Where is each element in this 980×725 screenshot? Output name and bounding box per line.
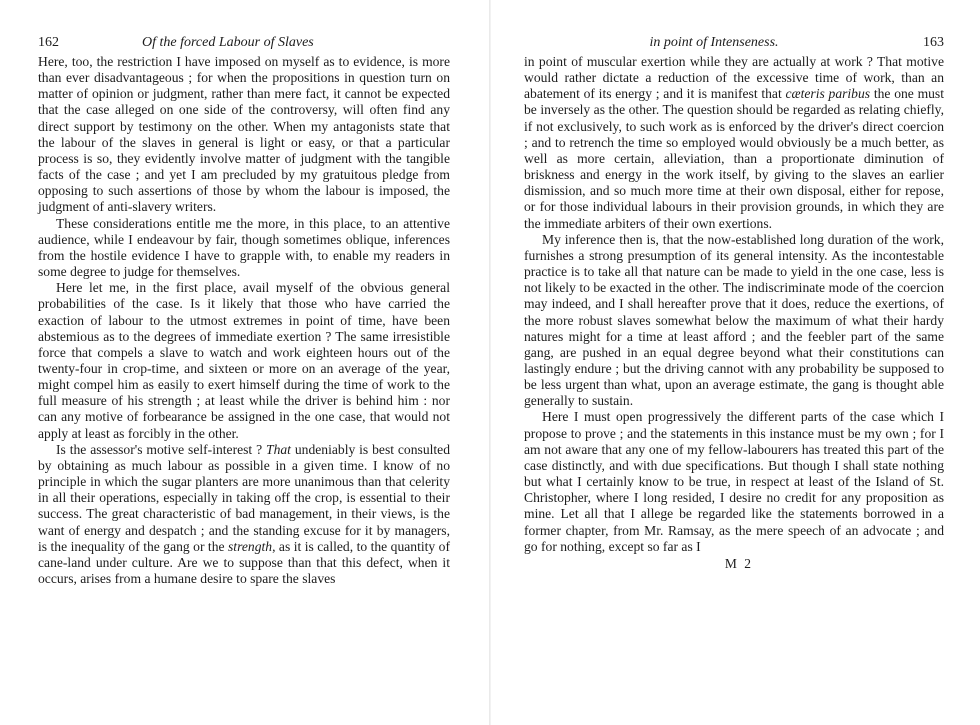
emphasis-text: That (266, 441, 291, 457)
paragraph (524, 54, 944, 232)
right-page (490, 0, 980, 725)
paragraph-text: in point of muscular exertion while they are actually at work ? That motive would rather dictate a reduction of the excessive time of work, than an abatement of its energy ; and it is manifest that (524, 54, 944, 102)
left-page-header (38, 34, 450, 54)
running-title: in point of Intenseness. (649, 35, 779, 50)
page-number: 163 (923, 35, 944, 50)
paragraph-text: undeniably is best consulted by obtaining as much labour as possible in a given time. I know of no principle in which the sugar planters are more unanimous than that celerity in all their operations, especially in taking off the crop, is essential to their success. The great characteristic of bad management, in their views, is the want of energy and despatch ; and the standing excuse for it by managers, is the inequality of the gang or the (38, 441, 451, 554)
emphasis-text: cæteris paribus (785, 86, 871, 102)
paragraph: Here let me, in the first place, avail myself of the obvious general probabilities of the case. Is it likely that those who have carried the exaction of labour to the utmost extremes in point of time, have been abstemious as to the degrees of immediate exertion ? The same irresistible force that compels a slave to watch and work eighteen hours out of the twenty-four in crop-time, and sixteen or more on an average of the year, might compel him as easily to exert himself during the time of work to the full measure of his strength ; at least while the driver is behind him : nor can any motive of forbearance be assigned in the one case, that would not apply at least as forcibly in the other. (38, 280, 450, 441)
right-page-body (524, 54, 944, 555)
emphasis-text: strength (228, 538, 273, 554)
paragraph-text: the one must be inversely as the other. The question should be regarded as relating chiefly, if not exclusively, to such work as is enforced by the driver's direct coercion ; and to retrench the time so employed would obviously be a much better, as well as more certain, alleviation, than a proportionate diminution of briskness and energy in the work itself, by giving to the slaves an earlier dismission, and so much more time at their own disposal, either for repose, or for those individual labours in their provision grounds, in which they are the immediate arbiters of their own exertions. (524, 86, 945, 231)
paragraph-text: , as it is called, to the quantity of cane-land under culture. Are we to suppose than that this defect, when it occurs, arises from a humane desire to spare the slaves (38, 538, 451, 586)
page-number: 162 (38, 35, 59, 50)
paragraph-text: Is the assessor's motive self-interest ? (56, 441, 267, 457)
paragraph (38, 442, 450, 587)
signature-mark: M 2 (724, 555, 754, 571)
left-page-body (38, 54, 450, 587)
paragraph: These considerations entitle me the more, in this place, to an attentive audience, while I endeavour by fair, though sometimes oblique, inferences from the hostile evidence I have to grapple with, to enable my readers in some degree to judge for themselves. (38, 215, 450, 280)
paragraph: Here, too, the restriction I have imposed on myself as to evidence, is more than ever disadvantageous ; for when the propositions in question turn on matter of opinion or judgment, rather than mere fact, it cannot be expected that the case alleged on one side of the controversy, will often find any direct support by testimony on the other. When my antagonists state that the labour of the slaves in general is light or easy, or that a particular process is so, they evidently involve matter of judgment with the tangible facts of the case ; and yet I am precluded by my gratuitous pledge from opposing to such assertions of those by whom the labour is imposed, the judgment of anti-slavery writers. (38, 54, 450, 215)
running-title: Of the forced Labour of Slaves (142, 35, 314, 50)
paragraph: Here I must open progressively the different parts of the case which I propose to prove ; and the statements in this instance must be my own ; for I am not aware that any one of my fellow-labourers has treated this part of the case distinctly, and with due specifications. But though I shall state nothing but what I certainly know to be true, in respect at least of the Island of St. Christopher, where I long resided, I desire no credit for any proposition as mine. Let all that I allege be regarded like the statements borrowed in a former chapter, from Mr. Ramsay, as the mere speech of an advocate ; and go for nothing, except so far as I (524, 409, 944, 554)
right-page-header (524, 34, 944, 54)
paragraph: My inference then is, that the now-established long duration of the work, furnishes a strong presumption of its general intensity. As the incontestable practice is to take all that nature can be made to yield in the one case, less is not likely to be exacted in the other. The indiscriminate mode of the coercion may indeed, and I shall hereafter prove that it does, reduce the exertions, of the more robust slaves somewhat below the maximum of what their hardy natures might for a time at least afford ; and the feebler part of the same gang, are pushed in an equal degree beyond what their constitutions can lastingly endure ; but the driving cannot with any probability be supposed to be less urgent than what, upon an average estimate, the gang is thought able generally to sustain. (524, 231, 944, 409)
